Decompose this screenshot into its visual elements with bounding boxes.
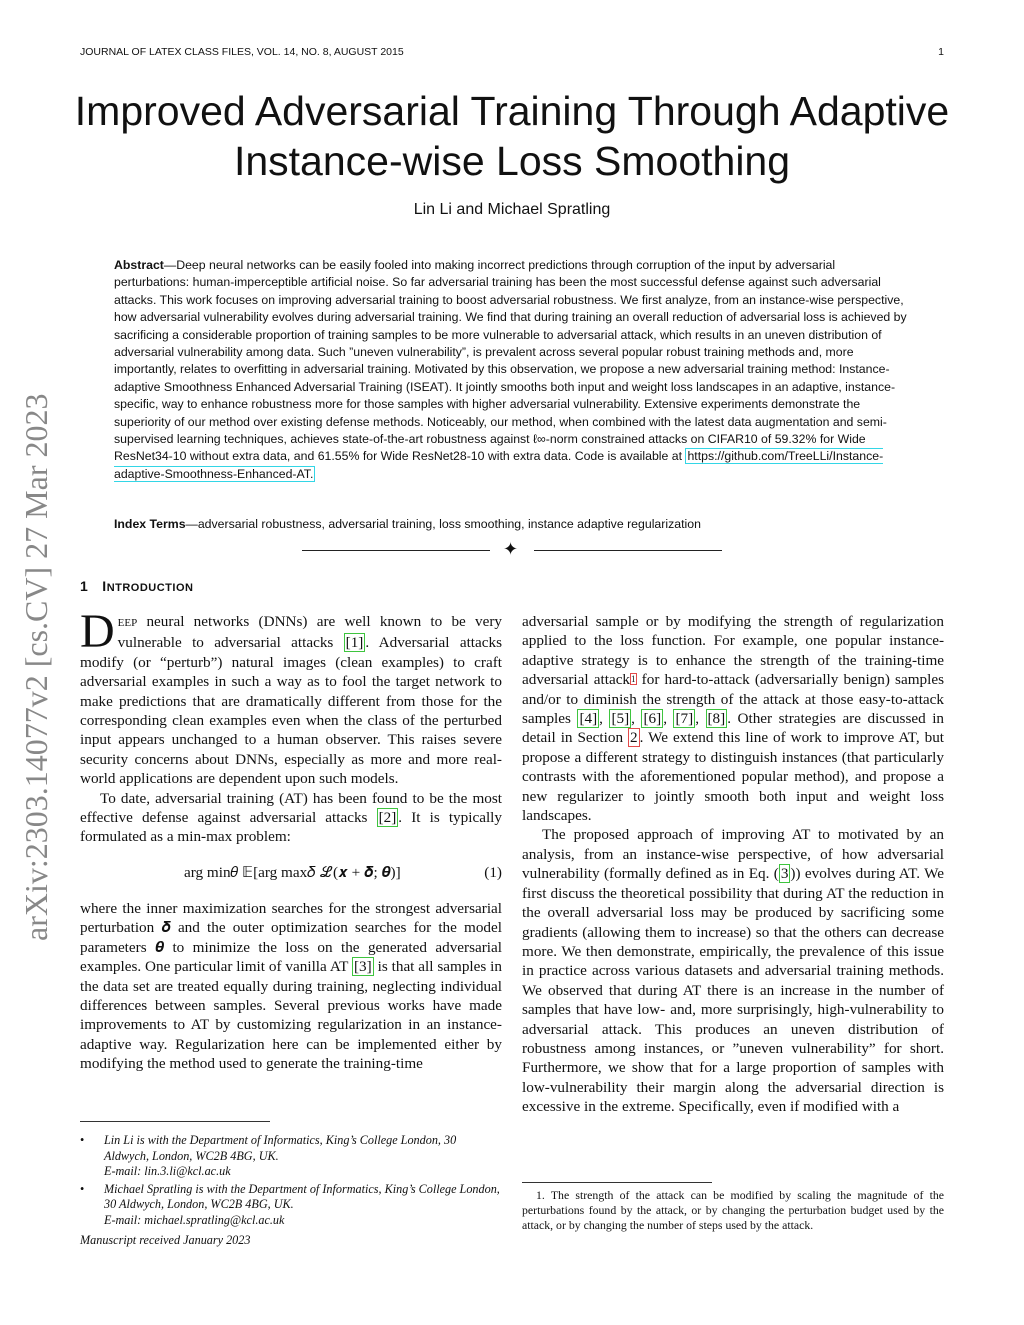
footnote-1: 1. The strength of the attack can be modified by scaling the magnitude of the perturbations found by the attack, or by changing the perturbation budget used by the attack, or by changing the number of steps used by the attack. [522, 1188, 944, 1232]
paragraph-2 [80, 789, 502, 847]
diamond-star-icon: ✦ [503, 539, 519, 559]
footnote-marker[interactable]: 1 [631, 674, 636, 685]
index-terms-label: Index Terms [114, 517, 186, 531]
paragraph-3-text-b: is that all samples in the data set are treated equally during training, neglecting individual differences between samples. Several previous works have made improvements to AT by customizing regularization in an instance-adaptive way. Regularization here can be implemented either by modifying the method used to generate the training-time [80, 958, 502, 1073]
affiliation-email: E-mail: lin.3.li@kcl.ac.uk [104, 1164, 231, 1178]
affiliation-text: Michael Spratling is with the Department of Informatics, King’s College London, 30 Aldwych, London, WC2B 4BG, UK. [104, 1181, 500, 1211]
citation-6[interactable]: [6] [643, 710, 662, 728]
section-title-initial: I [102, 578, 107, 594]
abstract [114, 257, 910, 483]
affiliation-item [80, 1182, 502, 1229]
footnote-rule-left [80, 1121, 270, 1122]
title-line-2: Instance-wise Loss Smoothing [233, 138, 791, 184]
equation-1 [80, 855, 502, 893]
smallcaps-eep: EEP [117, 617, 138, 629]
page-number: 1 [938, 46, 944, 58]
affiliation-email: E-mail: michael.spratling@kcl.ac.uk [104, 1212, 285, 1227]
separator: , [599, 710, 610, 728]
paragraph-2-text-a: To date, adversarial training (AT) has been found to be the most effective defense against adversarial attacks [80, 789, 502, 827]
right-column [522, 612, 944, 1117]
code-link[interactable]: https://github.com/TreeLLi/Instance-adaptive-Smoothness-Enhanced-AT. [114, 449, 884, 481]
separator: , [695, 710, 706, 728]
manuscript-received: Manuscript received January 2023 [80, 1233, 251, 1247]
paragraph-2-text-b: . It is typically formulated as a min-max problem: [80, 809, 502, 846]
author-affiliations [80, 1133, 502, 1230]
separator: , [663, 710, 674, 728]
paragraph-4 [522, 612, 944, 825]
abstract-label: Abstract [114, 258, 164, 272]
citation-1[interactable]: [1] [345, 634, 364, 652]
paper-title [60, 86, 964, 186]
paragraph-5-text-a: The proposed approach of improving AT to motivated by an analysis, from an instance-wise perspective, of how adversarial vulnerability (formally defined as in Eq. ( [522, 826, 944, 883]
arxiv-identifier: arXiv:2303.14077v2 [cs.CV] 27 Mar 2023 [18, 393, 54, 941]
paragraph-4-text-c: . Other strategies are discussed in detail in Section [522, 710, 945, 747]
citation-2[interactable]: [2] [378, 809, 397, 827]
equation-body: arg min𝜃 𝔼[arg max𝛿 ℒ(𝒙 + 𝜹; 𝜽)] [184, 863, 401, 881]
paragraph-4-text-a: adversarial sample or by modifying the strength of regularization applied to the loss function. For example, one popular instance-adaptive strategy is to enhance the strength of the training-time adversarial attack [522, 613, 944, 689]
equation-reference[interactable]: 3 [780, 865, 789, 883]
left-column [80, 605, 502, 1074]
paragraph-1 [80, 605, 502, 789]
affiliation-item [80, 1133, 502, 1180]
section-title-rest: NTRODUCTION [106, 582, 194, 594]
citation-7[interactable]: [7] [675, 710, 694, 728]
bullet-icon: • [80, 1133, 85, 1147]
section-heading-introduction [80, 578, 193, 594]
equation-number: (1) [484, 863, 502, 881]
paragraph-3 [80, 899, 502, 1074]
divider-line-right [534, 550, 722, 551]
paragraph-4-text-d: . We extend this line of work to improve AT, but propose a different strategy to distinguish instances (that particularly contrasts with the aforementioned popular method), and propose a new regularizer to jointly smooth both input and weight loss landscapes. [522, 729, 945, 825]
bullet-icon: • [80, 1181, 85, 1196]
affiliation-text: Lin Li is with the Department of Informatics, King’s College London, 30 Aldwych, London, WC2B 4BG, UK. [104, 1133, 457, 1163]
separator: , [631, 710, 642, 728]
section-reference[interactable]: 2 [630, 729, 638, 747]
paragraph-5-text-b: )) evolves during AT. We first discuss the theoretical possibility that during AT the reduction in the overall adversarial loss may be produced by sacrificing some gradients (allowing them to increase) so that the others can decrease more. We then demonstrate, empirically, the prevalence of this issue in practice across various datasets and adversarial training methods. We observed that during AT there is an increase in the number of samples that have low- and, more surprisingly, high-vulnerability to adversarial attack. This produces an uneven distribution of robustness among instances, or ”uneven vulnerability” for short. Furthermore, we show that for a large proportion of samples with low-vulnerability their margin along the adversarial direction is excessive in the extreme. Specifically, even if modified with a [522, 865, 944, 1116]
paragraph-4-text-b: for hard-to-attack (adversarially benign) samples and/or to diminish the strength of the attack at those easy-to-attack samples [522, 671, 944, 728]
paragraph-5 [522, 825, 944, 1116]
paragraph-1-text-a: neural networks (DNNs) are well known to be very vulnerable to adversarial attacks [117, 613, 502, 652]
drop-cap: D [80, 605, 115, 658]
section-number: 1 [80, 578, 89, 594]
abstract-text: —Deep neural networks can be easily fooled into making incorrect predictions through corruption of the input by adversarial perturbations: human-imperceptible artificial noise. So far adversarial training has been the most successful defense against such adversarial attacks. This work focuses on improving adversarial training to boost adversarial robustness. We first analyze, from an instance-wise perspective, how adversarial vulnerability evolves during adversarial training. We find that during training an overall reduction of adversarial loss is achieved by sacrificing a considerable proportion of training samples to be more vulnerable to adversarial attack, which results in an uneven distribution of adversarial vulnerability among data. Such ”uneven vulnerability”, is prevalent across several popular robust training methods and, more importantly, relates to overfitting in adversarial training. Motivated by this observation, we propose a new adversarial training method: Instance-adaptive Smoothness Enhanced Adversarial Training (ISEAT). It jointly smooths both input and weight loss landscapes in an adaptive, instance-specific, way to enhance robustness more for those samples with higher adversarial vulnerability. Extensive experiments demonstrate the superiority of our method over existing defense methods. Noticeably, our method, when combined with the latest data augmentation and semi-supervised learning techniques, achieves state-of-the-art robustness against ℓ∞-norm constrained attacks on CIFAR10 of 59.32% for Wide ResNet34-10 without extra data, and 61.55% for Wide ResNet28-10 with extra data. Code is available at [114, 258, 907, 464]
paragraph-1-text-b: . Adversarial attacks modify (or “perturb”) natural images (clean examples) to craft adversarial examples in such a way as to fool the target network to make predictions that are dramatically different from those for the corresponding clean examples even when the class of the perturbed input appears unchanged to a human observer. This raises severe security concerns about DNNs, especially as more and more real-world applications are dependent upon such models. [80, 634, 502, 788]
journal-name: JOURNAL OF LATEX CLASS FILES, VOL. 14, NO. 8, AUGUST 2015 [80, 46, 404, 58]
citation-4[interactable]: [4] [579, 710, 598, 728]
index-terms [114, 517, 910, 531]
paragraph-3-text-a: where the inner maximization searches for the strongest adversarial perturbation 𝜹 and the outer optimization searches for the model parameters 𝜽 to minimize the loss on the generated adversarial examples. One particular limit of vanilla AT [80, 899, 502, 976]
citation-3[interactable]: [3] [354, 958, 372, 976]
running-header [80, 46, 944, 62]
footnote-rule-right [522, 1182, 712, 1183]
title-line-1: Improved Adversarial Training Through Adaptive [74, 88, 950, 134]
section-divider [302, 539, 722, 559]
citation-8[interactable]: [8] [707, 710, 726, 728]
citation-5[interactable]: [5] [611, 710, 630, 728]
authors: Lin Li and Michael Spratling [413, 201, 611, 218]
divider-line-left [302, 550, 490, 551]
index-terms-text: —adversarial robustness, adversarial training, loss smoothing, instance adaptive regularization [185, 517, 701, 531]
